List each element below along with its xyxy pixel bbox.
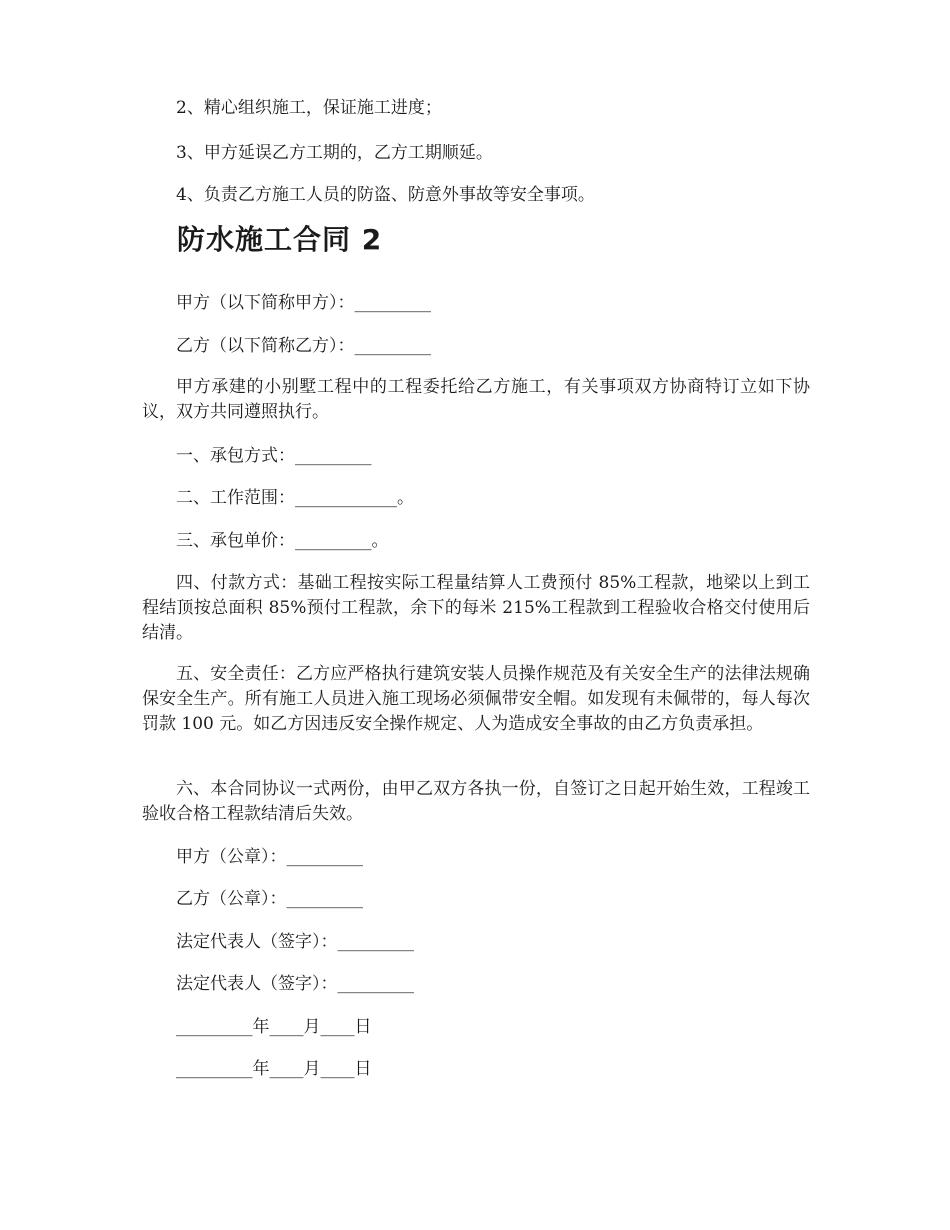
seal-b-line: 乙方（公章）：_________ — [176, 889, 363, 909]
clause-5: 五、安全责任：乙方应严格执行建筑安装人员操作规范及有关安全生产的法律法规确保安全生产。所有施工人员进入施工现场必须佩带安全帽。如发现有未佩带的，每人每次罚款 100 元。如乙方因违反安全操作规定、人为造成安全事故的由乙方负责承担。 — [142, 664, 810, 734]
clause-1: 一、承包方式：_________ — [176, 446, 372, 466]
clause-3: 三、承包单价：_________。 — [176, 531, 389, 551]
party-a-line: 甲方（以下简称甲方）：_________ — [176, 293, 431, 313]
party-b-line: 乙方（以下简称乙方）：_________ — [176, 336, 431, 356]
clause-2: 二、工作范围：____________。 — [176, 488, 414, 508]
rep-b-line: 法定代表人（签字）：_________ — [176, 974, 414, 994]
clause-6: 六、本合同协议一式两份，由甲乙双方各执一份，自签订之日起开始生效，工程竣工验收合格工程款结清后失效。 — [142, 779, 810, 824]
item-4: 4、负责乙方施工人员的防盗、防意外事故等安全事项。 — [176, 185, 595, 205]
date-a-line: _________年____月____日 — [176, 1017, 372, 1037]
item-3: 3、甲方延误乙方工期的，乙方工期顺延。 — [176, 143, 493, 163]
intro-paragraph: 甲方承建的小别墅工程中的工程委托给乙方施工，有关事项双方协商特订立如下协议，双方共同遵照执行。 — [142, 377, 810, 422]
clause-4: 四、付款方式：基础工程按实际工程量结算人工费预付 85%工程款，地梁以上到工程结顶按总面积 85%预付工程款，余下的每米 215%工程款到工程验收合格交付使用后结清。 — [142, 573, 810, 643]
seal-a-line: 甲方（公章）：_________ — [176, 847, 363, 867]
date-b-line: _________年____月____日 — [176, 1059, 372, 1079]
section-heading: 防水施工合同 2 — [177, 223, 383, 256]
rep-a-line: 法定代表人（签字）：_________ — [176, 932, 414, 952]
item-2: 2、精心组织施工，保证施工进度； — [176, 98, 442, 118]
